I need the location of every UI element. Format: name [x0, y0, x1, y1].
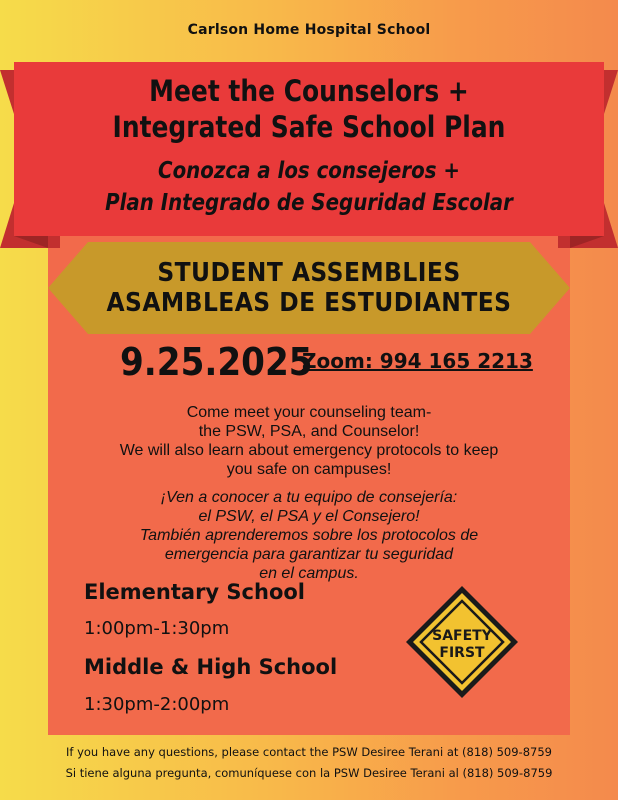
elementary-label: Elementary School: [84, 580, 306, 604]
description-en-line: We will also learn about emergency protocols to keep: [119, 442, 499, 459]
footer-es: Si tiene alguna pregunta, comuníquese con la PSW Desiree Terani al (818) 509-8759: [65, 766, 553, 780]
description-es: [60, 488, 558, 583]
description-en-line: Come meet your counseling team-: [186, 404, 432, 421]
event-date: 9.25.2025: [120, 340, 313, 384]
description-en-line: the PSW, PSA, and Counselor!: [198, 423, 420, 440]
footer-en: If you have any questions, please contact the PSW Desiree Terani at (818) 509-8759: [66, 745, 552, 759]
description-es-line: También aprenderemos sobre los protocolos de: [139, 527, 479, 544]
assembly-line1: STUDENT ASSEMBLIES: [157, 258, 461, 288]
safety-first-sign-icon: [402, 582, 522, 702]
zoom-link[interactable]: Zoom: 994 165 2213: [302, 349, 533, 373]
assembly-line2: ASAMBLEAS DE ESTUDIANTES: [106, 288, 512, 318]
title-es-line2: Plan Integrado de Seguridad Escolar: [105, 190, 513, 216]
title-ribbon: [0, 62, 618, 248]
middle-high-time: 1:30pm-2:00pm: [84, 694, 230, 715]
sign-line1: SAFETY: [432, 628, 492, 644]
description-en: [60, 403, 558, 479]
description-es-line: en el campus.: [259, 565, 359, 582]
title-en-line2: Integrated Safe School Plan: [112, 110, 506, 144]
middle-high-label: Middle & High School: [84, 655, 338, 679]
school-name: Carlson Home Hospital School: [187, 22, 431, 38]
safety-sign-graphic: [402, 582, 522, 702]
sign-line2: FIRST: [439, 645, 485, 661]
description-es-line: el PSW, el PSA y el Consejero!: [198, 508, 420, 525]
description-es-line: emergencia para garantizar tu seguridad: [164, 546, 454, 563]
description-es-line: ¡Ven a conocer a tu equipo de consejería:: [160, 489, 458, 506]
assembly-banner: [48, 242, 570, 354]
description-en-line: you safe on campuses!: [226, 461, 392, 478]
elementary-time: 1:00pm-1:30pm: [84, 618, 230, 639]
title-en-line1: Meet the Counselors +: [149, 74, 469, 108]
title-es-line1: Conozca a los consejeros +: [158, 158, 460, 184]
